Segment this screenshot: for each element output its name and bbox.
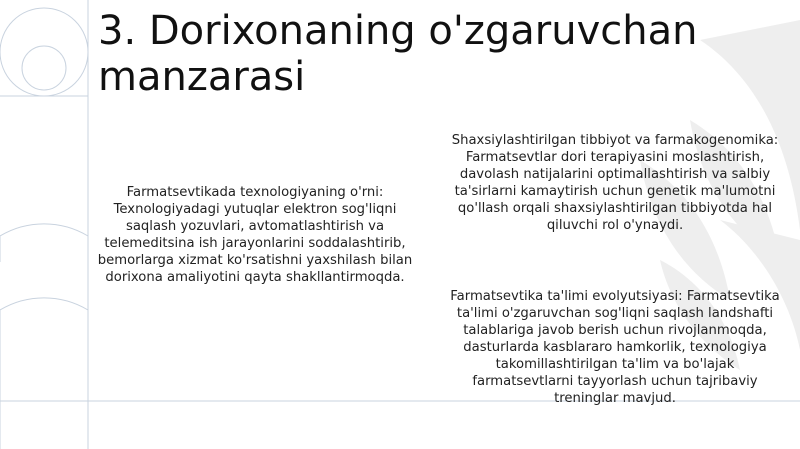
left-arch-upper	[0, 224, 88, 262]
top-left-large-circle	[0, 8, 88, 96]
top-left-small-circle	[22, 46, 66, 90]
left-arch-lower	[0, 298, 88, 449]
pharmacy-education-text: Farmatsevtika ta'limi evolyutsiyasi: Farmatsevtika ta'limi o'zgaruvchan sog'liqni saqlash landshafti talablariga javob berish uchun rivojlanmoqda, dasturlarda kasblararo hamkorlik, texnologiya takomillashtirilgan ta'lim va bo'lajak farmatsevtlarni tayyorlash uchun tajribaviy treninglar mavjud.	[450, 289, 780, 406]
slide-title: 3. Dorixonaning o'zgaruvchan manzarasi	[98, 8, 698, 100]
technology-role-text: Farmatsevtikada texnologiyaning o'rni: Texnologiyadagi yutuqlar elektron sog'liqni saqlash yozuvlari, avtomatlashtirish va telemeditsina ish jarayonlarini soddalashtirib, bemorlarga xizmat ko'rsatishni yaxshilash bilan dorixona amaliyotini qayta shakllantirmoqda.	[97, 185, 413, 285]
personalized-medicine-text: Shaxsiylashtirilgan tibbiyot va farmakogenomika: Farmatsevtlar dori terapiyasini moslashtirish, davolash natijalarini optimallashtirish va salbiy ta'sirlarni kamaytirish uchun genetik ma'lumotni qo'llash orqali shaxsiylashtirilgan tibbiyotda hal qiluvchi rol o'ynaydi.	[451, 133, 779, 233]
